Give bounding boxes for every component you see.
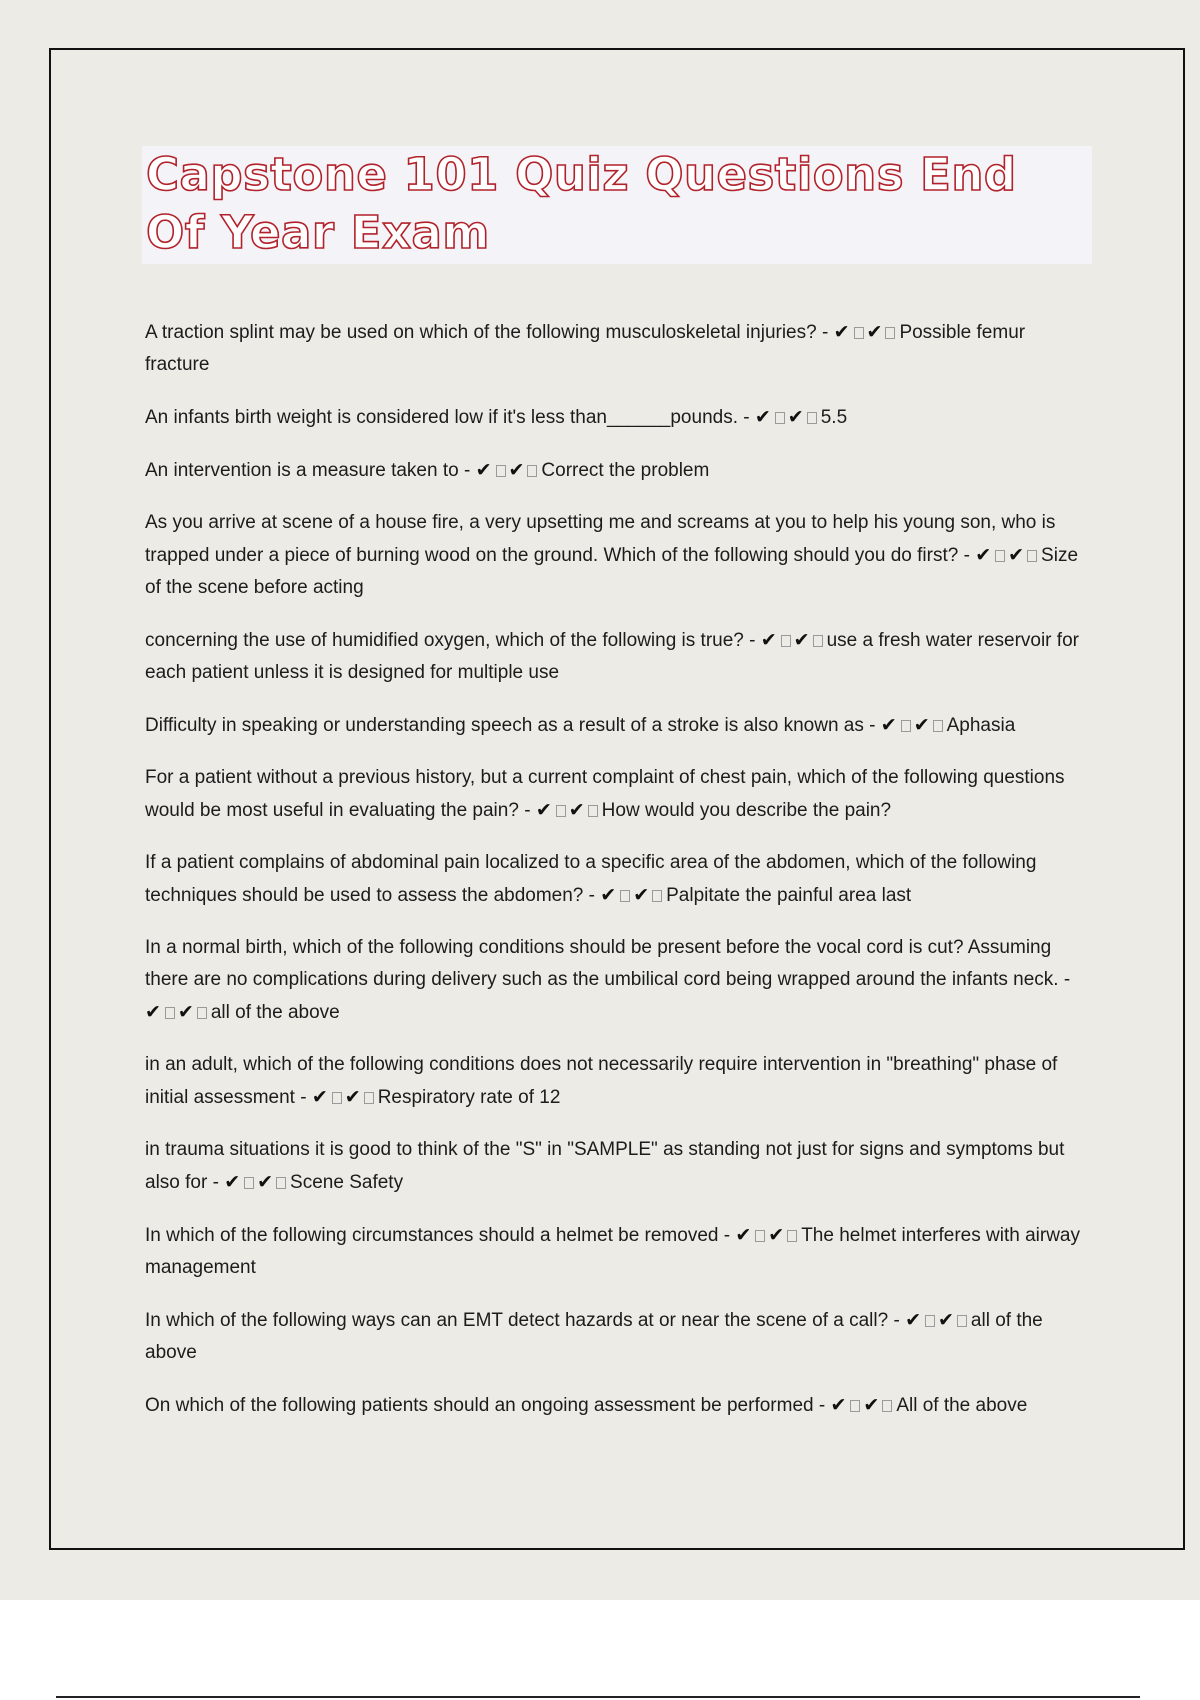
answer-separator: - [212,1172,219,1193]
check-icon: ✔ [905,1309,921,1331]
box-icon [781,635,791,647]
qa-item [145,1049,1090,1114]
qa-item [145,762,1090,827]
answer-text: all of the above [210,1002,340,1023]
qa-item [145,932,1090,1029]
box-icon [556,805,566,817]
answer-text: Palpitate the painful area last [666,885,912,906]
box-icon [165,1007,175,1019]
check-icon: ✔ [768,1224,785,1246]
box-icon [957,1315,967,1327]
check-icon: ✔ [1008,544,1025,566]
qa-item [145,507,1090,604]
question-text: In which of the following circumstances should a helmet be removed [145,1225,719,1246]
answer-separator: - [893,1310,900,1331]
answer-separator: - [963,545,970,566]
check-icon: ✔ [760,629,777,651]
box-icon [197,1007,207,1019]
check-icon: ✔ [793,629,810,651]
box-icon [527,465,537,477]
footer-rule [56,1696,1140,1698]
qa-item [145,454,1090,487]
box-icon [925,1315,935,1327]
box-icon [807,412,817,424]
box-icon [813,635,823,647]
box-icon [885,327,895,339]
answer-text: use a fresh water reservoir for each patient unless it is designed for multiple use [145,630,1079,683]
answer-separator: - [743,407,750,428]
answer-text: Correct the problem [541,460,710,481]
box-icon [364,1092,374,1104]
question-text: In which of the following ways can an EMT detect hazards at or near the scene of a call? [145,1310,889,1331]
check-icon: ✔ [257,1171,274,1193]
check-icon: ✔ [535,799,552,821]
answer-separator: - [588,885,595,906]
box-icon [620,890,630,902]
question-text: in an adult, which of the following conditions does not necessarily require intervention in "breathing" phase of initial assessment [145,1054,1058,1108]
answer-text: Possible femur fracture [145,322,1026,375]
check-icon: ✔ [735,1224,752,1246]
check-icon: ✔ [937,1309,954,1331]
box-icon [933,720,943,732]
question-text: In a normal birth, which of the following conditions should be present before the vocal cord is cut? Assuming there are no complications during delivery such as the umbilical cord being wrapped around the infants neck. [145,937,1059,990]
question-text: in trauma situations it is good to think of the "S" in "SAMPLE" as standing not just for signs and symptoms but also for [145,1139,1065,1193]
qa-item [145,401,1090,434]
answer-separator: - [821,322,829,343]
box-icon [787,1230,797,1242]
check-icon: ✔ [224,1171,241,1193]
box-icon [244,1177,254,1189]
check-icon: ✔ [880,714,897,736]
box-icon [882,1400,892,1412]
document-title: Capstone 101 Quiz Questions End Of Year Exam [146,148,1017,259]
answer-text: All of the above [896,1395,1028,1416]
answer-text: 5.5 [820,407,848,428]
qa-item [145,1219,1090,1284]
question-text: An infants birth weight is considered low if it's less than______pounds. [145,407,738,428]
answer-text: Size of the scene before acting [145,545,1079,598]
qa-item [145,1389,1090,1422]
check-icon: ✔ [600,884,617,906]
check-icon: ✔ [344,1086,361,1108]
answer-text: How would you describe the pain? [601,800,892,821]
answer-text: all of the above [145,1310,1043,1363]
answer-separator: - [723,1225,731,1246]
box-icon [652,890,662,902]
question-list [145,316,1090,1442]
box-icon [850,1400,860,1412]
answer-separator: - [869,715,876,736]
answer-separator: - [524,800,531,821]
check-icon: ✔ [975,544,992,566]
answer-text: Aphasia [946,715,1016,736]
question-text: Difficulty in speaking or understanding speech as a result of a stroke is also known as [145,715,864,736]
check-icon: ✔ [830,1394,847,1416]
check-icon: ✔ [633,884,650,906]
box-icon [775,412,785,424]
box-icon [854,327,864,339]
check-icon: ✔ [754,406,771,428]
qa-item [145,709,1090,742]
check-icon: ✔ [866,321,883,343]
check-icon: ✔ [863,1394,880,1416]
question-text: A traction splint may be used on which of the following musculoskeletal injuries? [145,322,817,343]
check-icon: ✔ [833,321,850,343]
check-icon: ✔ [787,406,804,428]
qa-item [145,1304,1090,1369]
answer-separator: - [749,630,756,651]
question-text: If a patient complains of abdominal pain localized to a specific area of the abdomen, which of the following techniques should be used to assess the abdomen? [145,852,1037,906]
check-icon: ✔ [145,1001,161,1023]
qa-item [145,847,1090,912]
answer-text: The helmet interferes with airway management [145,1225,1080,1278]
answer-text: Respiratory rate of 12 [377,1087,561,1108]
box-icon [276,1177,286,1189]
check-icon: ✔ [913,714,930,736]
answer-text: Scene Safety [290,1172,404,1193]
answer-separator: - [300,1087,307,1108]
question-text: On which of the following patients should an ongoing assessment be performed [145,1395,814,1416]
check-icon: ✔ [475,459,492,481]
box-icon [588,805,598,817]
check-icon: ✔ [177,1001,194,1023]
check-icon: ✔ [568,799,585,821]
qa-item [145,316,1090,381]
qa-item [145,624,1090,689]
question-text: As you arrive at scene of a house fire, a very upsetting me and screams at you to help his young son, who is trapped under a piece of burning wood on the ground. Which of the following should you do first? [145,512,1056,566]
box-icon [755,1230,765,1242]
box-icon [901,720,911,732]
box-icon [995,550,1005,562]
qa-item [145,1134,1090,1199]
box-icon [1027,550,1037,562]
question-text: An intervention is a measure taken to [145,460,459,481]
question-text: For a patient without a previous history, but a current complaint of chest pain, which of the following questions would be most useful in evaluating the pain? [145,767,1065,821]
answer-separator: - [463,460,471,481]
box-icon [496,465,506,477]
question-text: concerning the use of humidified oxygen, which of the following is true? [145,630,744,651]
answer-separator: - [1063,969,1071,990]
box-icon [332,1092,342,1104]
check-icon: ✔ [311,1086,328,1108]
answer-separator: - [818,1395,826,1416]
check-icon: ✔ [508,459,525,481]
